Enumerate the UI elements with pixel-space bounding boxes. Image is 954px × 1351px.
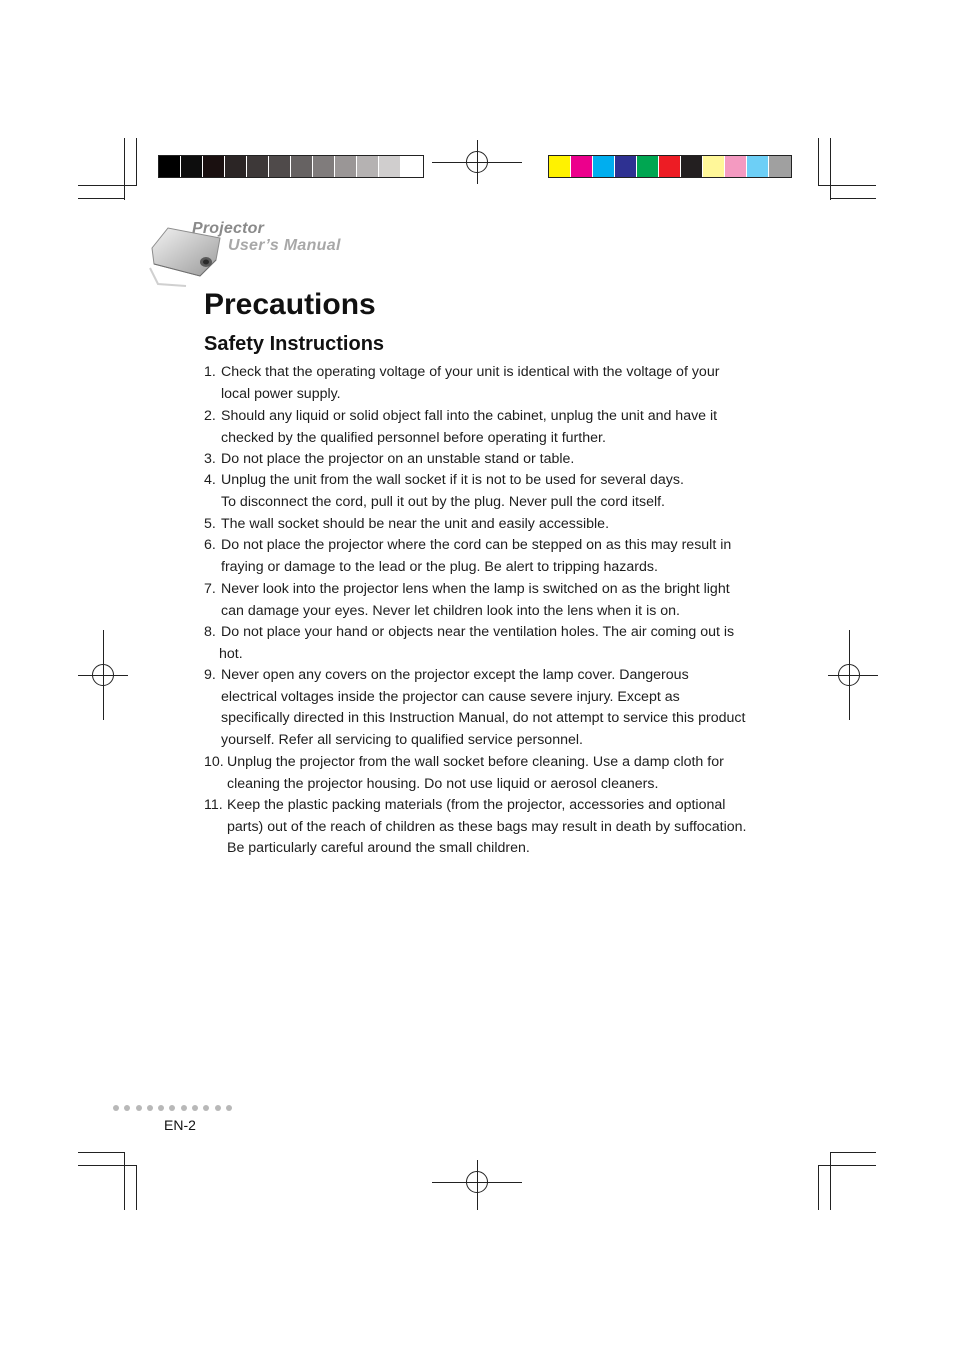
color-swatch — [637, 156, 659, 177]
page-dots-decoration — [113, 1105, 232, 1111]
safety-instruction-item — [204, 470, 764, 513]
registration-mark — [432, 140, 522, 184]
crop-mark — [830, 1152, 876, 1153]
item-text-line: Never open any covers on the projector except the lamp cover. Dangerous — [221, 667, 689, 683]
item-text-line: Check that the operating voltage of your unit is identical with the voltage of your — [221, 364, 720, 380]
item-number: 1. — [204, 364, 216, 380]
color-swatch — [401, 156, 423, 177]
logo-manual-text: User’s Manual — [228, 237, 341, 254]
item-number: 2. — [204, 408, 216, 424]
color-swatch — [571, 156, 593, 177]
color-swatch — [225, 156, 247, 177]
safety-instruction-item — [204, 406, 764, 449]
item-text-line: can damage your eyes. Never let children look into the lens when it is on. — [221, 602, 680, 619]
item-text-line: electrical voltages inside the projector can cause severe injury. Except as — [221, 688, 680, 705]
safety-instruction-item — [204, 665, 764, 752]
item-number: 7. — [204, 581, 216, 597]
item-text-line: Do not place the projector on an unstable stand or table. — [221, 451, 575, 467]
color-swatch — [203, 156, 225, 177]
item-number: 11. — [204, 797, 223, 813]
crop-mark — [78, 1165, 136, 1166]
item-number: 6. — [204, 537, 216, 553]
grayscale-color-bar — [158, 155, 424, 178]
registration-mark — [432, 1160, 522, 1210]
color-swatch — [703, 156, 725, 177]
item-text-line: The wall socket should be near the unit and easily accessible. — [221, 516, 610, 532]
item-number: 5. — [204, 516, 216, 532]
crop-mark — [124, 1152, 125, 1210]
color-swatch — [659, 156, 681, 177]
safety-instruction-item — [204, 752, 764, 795]
item-text-line: parts) out of the reach of children as these bags may result in death by suffocation. — [227, 818, 747, 835]
item-text-line: checked by the qualified personnel before operating it further. — [221, 429, 606, 446]
item-text-line: yourself. Refer all servicing to qualified service personnel. — [221, 732, 583, 749]
crop-mark — [830, 1152, 831, 1210]
crop-mark — [124, 138, 125, 200]
crop-mark — [818, 185, 876, 186]
page-number: EN-2 — [164, 1117, 196, 1133]
section-title: Safety Instructions — [204, 333, 385, 355]
registration-mark — [826, 630, 882, 720]
color-swatch — [181, 156, 203, 177]
crop-mark — [78, 185, 136, 186]
safety-instruction-item — [204, 362, 764, 405]
safety-instruction-item — [204, 579, 764, 622]
color-swatch — [269, 156, 291, 177]
item-text-line: Unplug the projector from the wall socket before cleaning. Use a damp cloth for — [227, 754, 724, 770]
item-text-line: hot. — [219, 645, 243, 662]
safety-instruction-item — [204, 449, 764, 471]
safety-instruction-item — [204, 514, 764, 536]
color-swatch — [747, 156, 769, 177]
safety-instruction-item — [204, 622, 764, 665]
item-text-line: Do not place the projector where the cord can be stepped on as this may result in — [221, 537, 732, 553]
item-text-line: local power supply. — [221, 385, 341, 402]
crop-mark — [818, 1165, 876, 1166]
registration-mark — [78, 630, 134, 720]
page-title: Precautions — [204, 288, 376, 321]
crop-mark — [136, 138, 137, 186]
item-number: 8. — [204, 624, 216, 640]
color-swatch — [379, 156, 401, 177]
item-number: 3. — [204, 451, 216, 467]
crop-mark — [830, 198, 876, 199]
safety-instruction-item — [204, 535, 764, 578]
color-swatch — [593, 156, 615, 177]
safety-instruction-item — [204, 795, 764, 860]
crop-mark — [78, 198, 124, 199]
color-swatch — [247, 156, 269, 177]
color-swatch — [681, 156, 703, 177]
item-text-line: specifically directed in this Instruction Manual, do not attempt to service this product — [221, 710, 746, 727]
crop-mark — [830, 138, 831, 200]
color-swatch — [291, 156, 313, 177]
manual-logo — [146, 218, 386, 288]
color-swatch — [335, 156, 357, 177]
color-swatch — [159, 156, 181, 177]
crop-mark — [818, 1165, 819, 1210]
item-text-line: Never look into the projector lens when the lamp is switched on as the bright light — [221, 581, 730, 597]
item-number: 4. — [204, 472, 216, 488]
item-text-line: Unplug the unit from the wall socket if it is not to be used for several days. — [221, 472, 684, 488]
color-swatch — [769, 156, 791, 177]
color-swatch — [725, 156, 747, 177]
color-swatch — [549, 156, 571, 177]
item-text-line: To disconnect the cord, pull it out by the plug. Never pull the cord itself. — [221, 493, 665, 510]
logo-projector-text: Projector — [192, 220, 265, 237]
item-number: 10. — [204, 754, 224, 770]
color-swatch — [313, 156, 335, 177]
crop-mark — [136, 1165, 137, 1210]
color-swatch — [357, 156, 379, 177]
cmyk-color-bar — [548, 155, 792, 178]
item-text-line: Should any liquid or solid object fall into the cabinet, unplug the unit and have it — [221, 408, 718, 424]
crop-mark — [78, 1152, 124, 1153]
item-number: 9. — [204, 667, 216, 683]
item-text-line: Do not place your hand or objects near the ventilation holes. The air coming out is — [221, 624, 735, 640]
item-text-line: fraying or damage to the lead or the plug. Be alert to tripping hazards. — [221, 558, 658, 575]
item-text-line: cleaning the projector housing. Do not use liquid or aerosol cleaners. — [227, 775, 659, 792]
color-swatch — [615, 156, 637, 177]
item-text-line: Be particularly careful around the small children. — [227, 840, 530, 857]
crop-mark — [818, 138, 819, 186]
item-text-line: Keep the plastic packing materials (from the projector, accessories and optional — [227, 797, 726, 813]
